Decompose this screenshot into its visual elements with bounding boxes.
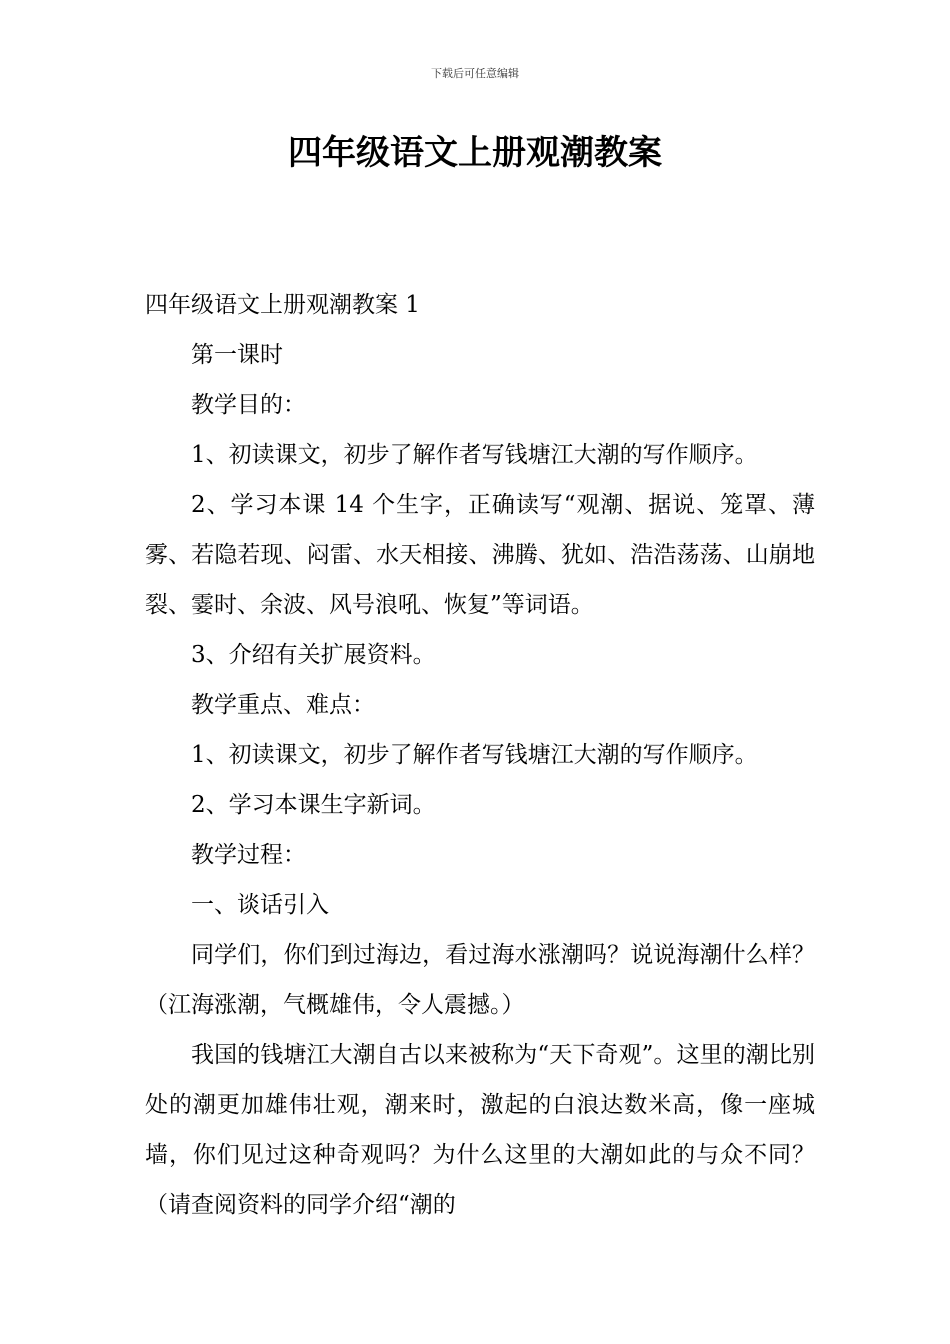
paragraph-key-point-2: 2、学习本课生字新词。 <box>191 792 436 818</box>
paragraph-key-point-1: 1、初读课文，初步了解作者写钱塘江大潮的写作顺序。 <box>191 742 758 768</box>
section-heading: 四年级语文上册观潮教案 1 <box>145 292 420 318</box>
document-title: 四年级语文上册观潮教案 <box>288 133 662 173</box>
header-note: 下载后可任意编辑 <box>431 67 519 80</box>
paragraph-step-1-heading: 一、谈话引入 <box>191 892 329 918</box>
paragraph-objective-3: 3、介绍有关扩展资料。 <box>191 642 436 668</box>
paragraph-key-points-heading: 教学重点、难点： <box>191 692 375 718</box>
paragraph-objective-1: 1、初读课文，初步了解作者写钱塘江大潮的写作顺序。 <box>191 442 758 468</box>
paragraph-lesson-period: 第一课时 <box>191 342 283 368</box>
paragraph-objectives-heading: 教学目的： <box>191 392 306 418</box>
paragraph-intro-description: 我国的钱塘江大潮自古以来被称为“天下奇观”。这里的潮比别处的潮更加雄伟壮观，潮来时，激起的白浪达数米高，像一座城墙，你们见过这种奇观吗？为什么这里的大潮如此的与众不同？（请查阅资料的同学介绍“潮的 <box>145 1042 815 1218</box>
paragraph-intro-question: 同学们，你们到过海边，看过海水涨潮吗？说说海潮什么样？（江海涨潮，气概雄伟，令人震撼。） <box>145 942 815 1018</box>
paragraph-objective-2: 2、学习本课 14 个生字，正确读写“观潮、据说、笼罩、薄雾、若隐若现、闷雷、水天相接、沸腾、犹如、浩浩荡荡、山崩地裂、霎时、余波、风号浪吼、恢复”等词语。 <box>145 492 815 618</box>
document-body <box>145 280 815 1230</box>
paragraph-process-heading: 教学过程： <box>191 842 306 868</box>
